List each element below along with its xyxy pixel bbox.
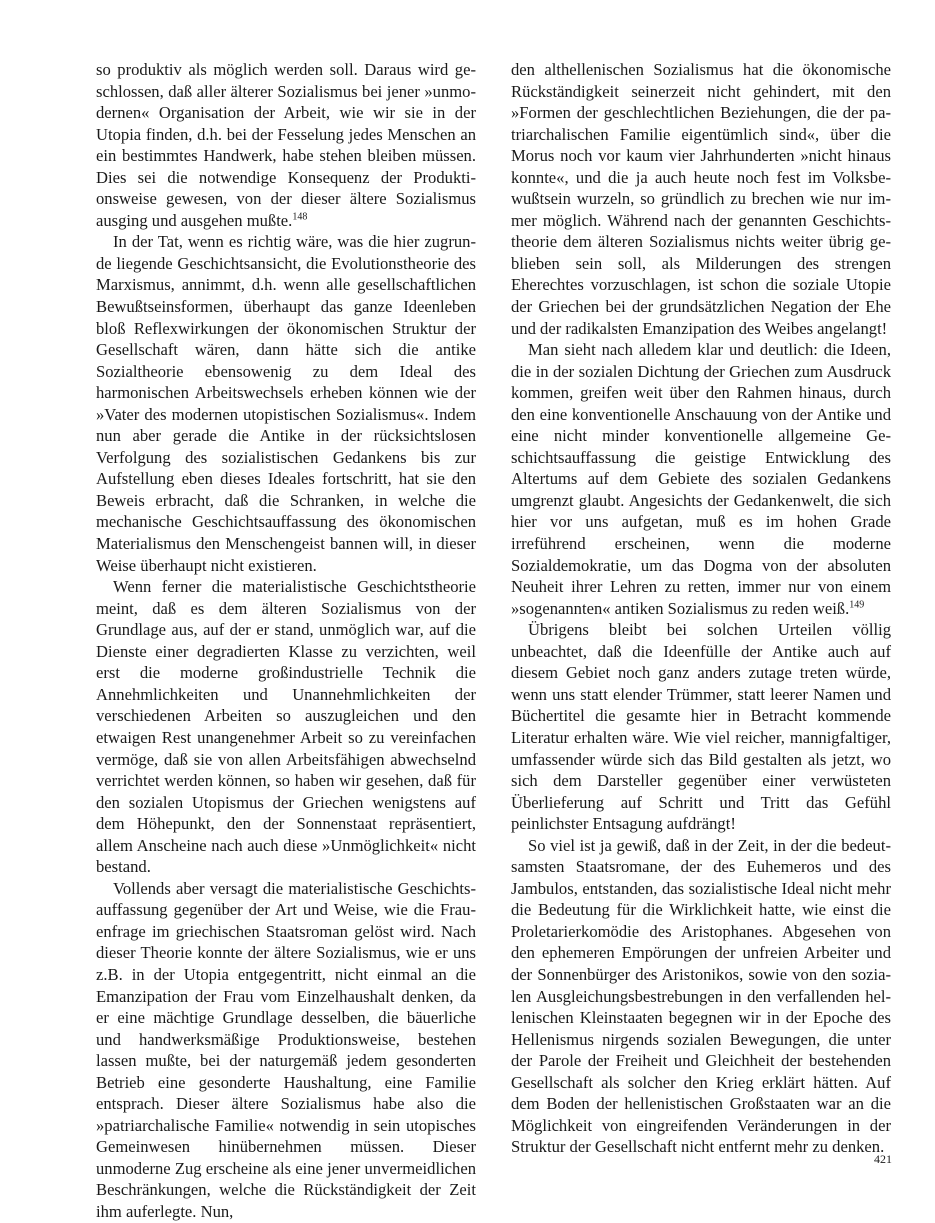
paragraph: So viel ist ja gewiß, daß in der Zeit, in der die bedeutsamsten Staatsromane, der des Euhemeros und des Jambulos, entstanden, das sozialistische Ideal nicht mehr die Bedeutung für die Wirklichkeit hatte, wie einst die Proletarierkomödie des Aristophanes. Abgesehen von den ephemeren Empörungen der unfreien Arbeiter und der Sonnenbürger des Aristonikos, sowie von den sozialen Ausgleichungsbestrebungen in den verfallenden hellenischen Kleinstaaten begegnen wir in der Epoche des Hellenismus nirgends sozialen Bewegungen, die unter der Parole der Freiheit und Gleichheit der bestehenden Gesellschaft als solcher den Krieg erklärt hätten. Auf dem Boden der hellenistischen Großstaaten war an die Möglichkeit von eingreifenden Veränderungen in der Struktur der Gesellschaft nicht entfernt mehr zu denken. — [511, 835, 891, 1157]
paragraph: Vollends aber versagt die materialistische Geschichtsauffassung gegenüber der Art und Weise, wie die Frauenfrage im griechischen Staatsroman gelöst wird. Nach dieser Theorie konnte der ältere Sozialismus, wie er uns z.B. in der Utopia entgegentritt, nicht einmal an die Emanzipation der Frau vom Einzelhaushalt denken, da er eine mächtige Grundlage desselben, die bäuerliche und handwerksmäßige Produktionsweise, bestehen lassen mußte, bei der naturgemäß jedem gesonderten Betrieb eine gesonderte Haushaltung, eine Familie entsprach. Dieser ältere Sozialismus habe also die »patriarchalische Familie« notwendig in sein utopisches Gemeinwesen hinübernehmen müssen. Dieser unmoderne Zug erscheine als eine jener unvermeidlichen Beschränkungen, welche die Rückständigkeit der Zeit ihm auferlegte. Nun, — [96, 878, 476, 1221]
left-column — [96, 59, 476, 1223]
paragraph: Übrigens bleibt bei solchen Urteilen völlig unbeachtet, daß die Ideenfülle der Antike auch auf diesem Gebiet noch ganz anders zutage treten würde, wenn uns statt elender Trümmer, statt leerer Namen und Büchertitel die gesamte hier in Betracht kommende Literatur erhalten wäre. Wie viel reicher, mannigfaltiger, umfassender würde sich das Bild gestalten als jetzt, wo sich dem Darsteller gegenüber einer verwüsteten Überlieferung auf Schritt und Tritt das Gefühl peinlichster Entsagung aufdrängt! — [511, 620, 891, 834]
paragraph: so produktiv als möglich werden soll. Daraus wird geschlossen, daß aller älterer Sozialismus bei jener »unmodernen« Organisation der Arbeit, wie wir sie in der Utopia finden, d.h. bei der Fesselung jedes Menschen an ein bestimmtes Handwerk, habe stehen bleiben müssen. Dies sei die notwendige Konsequenz der Produktionsweise gewesen, von der dieser ältere Sozialismus ausging und ausgehen mußte.$^{148}$ — [96, 60, 476, 230]
paragraph: In der Tat, wenn es richtig wäre, was die hier zugrunde liegende Geschichtsansicht, die Evolutionstheorie des Marxismus, annimmt, d.h. wenn alle gesellschaftlichen Bewußtseinsformen, überhaupt das ganze Ideenleben bloß Reflexwirkungen der ökonomischen Struktur der Gesellschaft wären, dann hätte sich die antike Sozialtheorie ebensowenig zu dem Ideal des harmonischen Arbeitswechsels erheben können wie der »Vater des modernen utopistischen Sozialismus«. Indem nun aber gerade die Antike in der rücksichtslosen Verfolgung des sozialistischen Gedankens bis zur Aufstellung eben dieses Ideales fortschritt, hat sie den Beweis erbracht, daß die Schranken, in welche die mechanische Geschichtsauffassung des ökonomischen Materialismus den Menschengeist bannen will, in dieser Weise überhaupt nicht existieren. — [96, 232, 476, 575]
page-number: 421 — [874, 1152, 892, 1166]
paragraph: den althellenischen Sozialismus hat die ökonomische Rückständigkeit seinerzeit nicht gehindert, mit den »Formen der geschlechtlichen Beziehungen, die der patriarchalischen Familie eigentümlich sind«, über die Morus noch vor kaum vier Jahrhunderten »nicht hinaus konnte«, und die ja auch heute noch fest im Volksbewußtsein wurzeln, so gründlich zu brechen wie nur immer möglich. Während nach der genannten Geschichtstheorie dem älteren Sozialismus nichts weiter übrig geblieben sein soll, als Milderungen des strengen Eherechtes vorzuschlagen, ist schon die soziale Utopie der Griechen bei der grundsätzlichen Negation der Ehe und der radikalsten Emanzipation des Weibes angelangt! — [511, 60, 891, 338]
paragraph: Wenn ferner die materialistische Geschichtstheorie meint, daß es dem älteren Sozialismus von der Grundlage aus, auf der er stand, unmöglich war, auf die Dienste einer degradierten Klasse zu verzichten, weil erst die moderne großindustrielle Technik die Annehmlichkeiten und Unannehmlichkeiten der verschiedenen Arbeiten so auszugleichen und den etwaigen Rest unangenehmer Arbeit so zu vereinfachen vermöge, daß sie von allen Arbeitsfähigen abwechselnd verrichtet werden können, so haben wir gesehen, daß für den sozialen Utopismus der Griechen wenigstens auf dem Höhepunkt, den der Sonnenstaat repräsentiert, allem Anscheine nach auch diese »Unmöglichkeit« nicht bestand. — [96, 577, 476, 877]
paragraph: Man sieht nach alledem klar und deutlich: die Ideen, die in der sozialen Dichtung der Griechen zum Ausdruck kommen, greifen weit über den Rahmen hinaus, durch den eine konventionelle Anschauung von der Antike und eine nicht minder konventionelle allgemeine Geschichtsauffassung die geistige Entwicklung des Altertums auf dem Gebiete des sozialen Gedankens umgrenzt glaubt. Angesichts der Gedankenwelt, die sich hier vor uns aufgetan, muß es im hohen Grade irreführend erscheinen, wenn die moderne Sozialdemokratie, um das Dogma von der absoluten Neuheit ihrer Lehren zu retten, immer nur von einem »sogenannten« antiken Sozialismus zu reden weiß.$^{149}$ — [511, 340, 891, 618]
footnote-ref: 149 — [849, 599, 865, 611]
right-column — [511, 59, 891, 1158]
footnote-ref: 148 — [292, 211, 308, 223]
